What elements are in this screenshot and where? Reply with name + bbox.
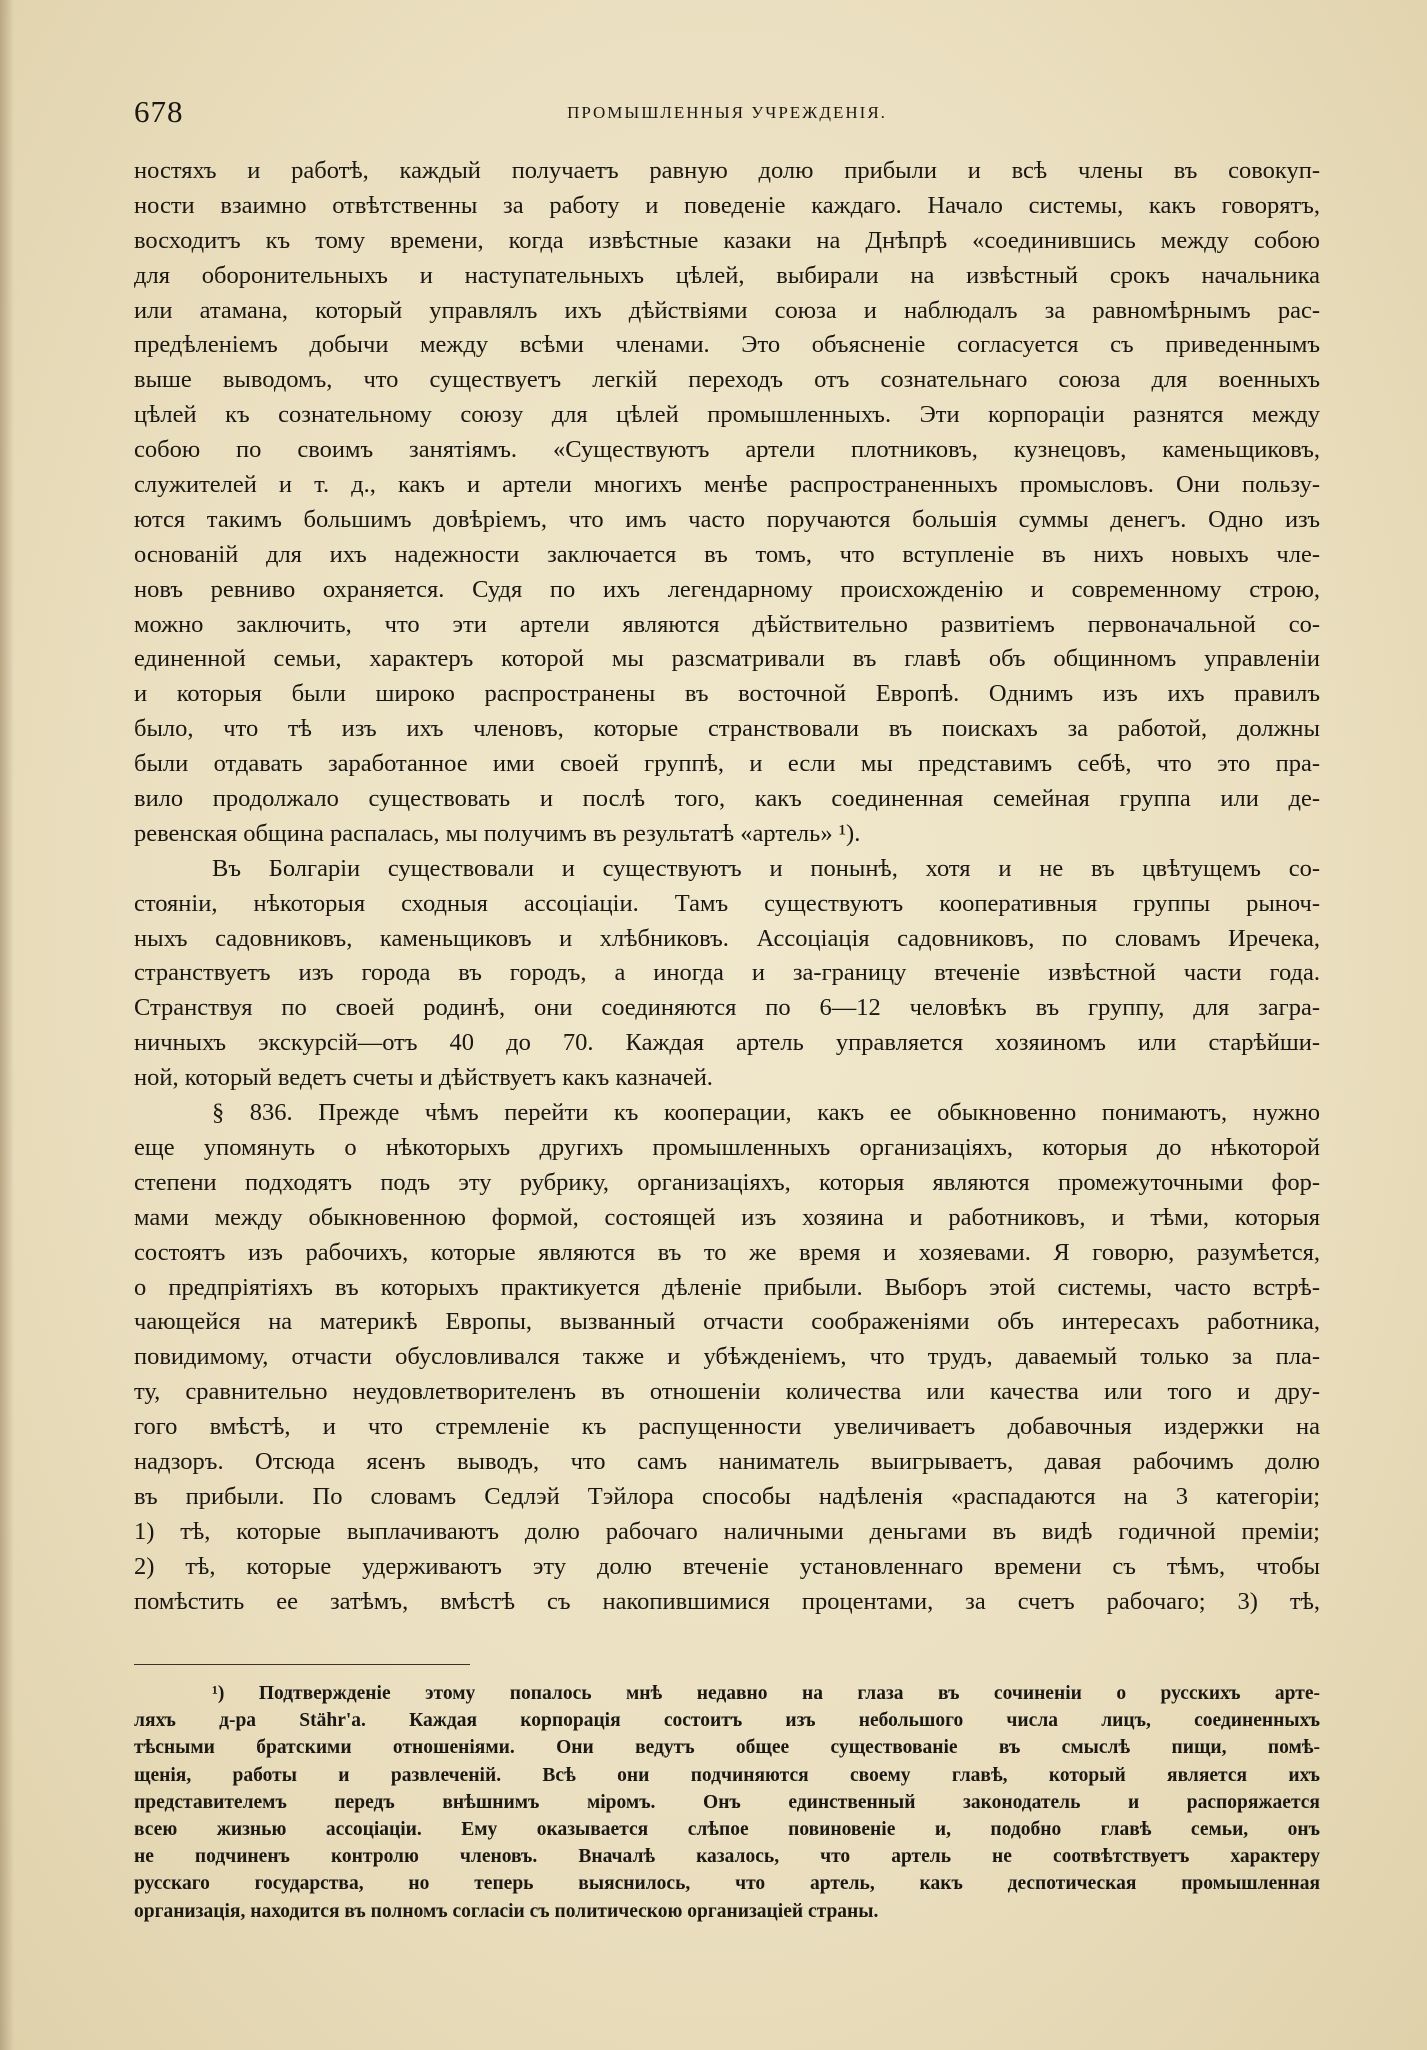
footnote-line: щенія, работы и развлеченій. Всѣ они подчиняются своему главѣ, который является ихъ	[134, 1764, 1320, 1786]
text-line: надзоръ. Отсюда ясенъ выводъ, что самъ наниматель выигрываетъ, давая рабочимъ долю	[134, 1447, 1320, 1475]
text-line: повидимому, отчасти обусловливался также и убѣжденіемъ, что трудъ, даваемый только за пла-	[134, 1343, 1320, 1371]
text-line: служителей и т. д., какъ и артели многихъ менѣе распространенныхъ промысловъ. Они пользу-	[134, 471, 1320, 499]
text-line: ныхъ садовниковъ, каменьщиковъ и хлѣбниковъ. Ассоціація садовниковъ, по словамъ Иречека,	[134, 924, 1320, 952]
text-line: ту, сравнительно неудовлетворителенъ въ отношеніи количества или качества или того и дру-	[134, 1378, 1320, 1406]
text-line: состоятъ изъ рабочихъ, которые являются въ то же время и хозяевами. Я говорю, разумѣется,	[134, 1238, 1320, 1266]
footnote-line: всею жизнью ассоціаціи. Ему оказывается слѣпое повиновеніе и, подобно главѣ семьи, онъ	[134, 1818, 1320, 1840]
footnote-line: представителемъ передъ внѣшнимъ міромъ. Онъ единственный законодатель и распоряжается	[134, 1791, 1320, 1813]
text-line: ются такимъ большимъ довѣріемъ, что имъ часто поручаются большія суммы денегъ. Одно изъ	[134, 505, 1320, 533]
text-line: ничныхъ экскурсій—отъ 40 до 70. Каждая артель управляется хозяиномъ или старѣйши-	[134, 1029, 1320, 1057]
footnotes	[134, 1680, 1320, 1925]
footnote-line: организація, находится въ полномъ согласіи съ политическою организаціей страны.	[134, 1900, 879, 1922]
footnote-line: ляхъ д-ра Stähr'а. Каждая корпорація состоитъ изъ небольшого числа лицъ, соединенныхъ	[134, 1710, 1320, 1732]
text-line: гого вмѣстѣ, и что стремленіе къ распущенности увеличиваетъ добавочныя издержки на	[134, 1413, 1320, 1441]
text-line: было, что тѣ изъ ихъ членовъ, которые странствовали въ поискахъ за работой, должны	[134, 715, 1320, 743]
text-line: были отдавать заработанное ими своей группѣ, и если мы представимъ себѣ, что это пра-	[134, 750, 1320, 778]
text-line: основаній для ихъ надежности заключается въ томъ, что вступленіе въ нихъ новыхъ чле-	[134, 540, 1320, 568]
footnote-line: русскаго государства, но теперь выяснилось, что артель, какъ деспотическая промышленная	[134, 1873, 1320, 1895]
text-line: о предпріятіяхъ въ которыхъ практикуется дѣленіе прибыли. Выборъ этой системы, часто встрѣ-	[134, 1273, 1320, 1301]
text-line: можно заключить, что эти артели являются дѣйствительно развитіемъ первоначальной со-	[134, 610, 1320, 638]
text-line: единенной семьи, характеръ которой мы разсматривали въ главѣ объ общинномъ управленіи	[134, 645, 1320, 673]
text-line: странствуетъ изъ города въ городъ, а иногда и за-границу втеченіе извѣстной части года.	[134, 959, 1320, 987]
text-line: цѣлей къ сознательному союзу для цѣлей промышленныхъ. Эти корпораціи разнятся между	[134, 401, 1320, 429]
text-line: еще упомянуть о нѣкоторыхъ другихъ промышленныхъ организаціяхъ, которыя до нѣкоторой	[134, 1133, 1320, 1161]
text-line: новъ ревниво охраняется. Судя по ихъ легендарному происхожденію и современному строю,	[134, 575, 1320, 603]
main-text	[134, 154, 1320, 1619]
text-line: выше выводомъ, что существуетъ легкій переходъ отъ сознательнаго союза для военныхъ	[134, 366, 1320, 394]
text-line: вило продолжало существовать и послѣ того, какъ соединенная семейная группа или де-	[134, 785, 1320, 813]
text-line: ностяхъ и работѣ, каждый получаетъ равную долю прибыли и всѣ члены въ совокуп-	[134, 157, 1320, 184]
text-line: для оборонительныхъ и наступательныхъ цѣлей, выбирали на извѣстный срокъ начальника	[134, 261, 1320, 289]
text-line: чающейся на материкѣ Европы, вызванный отчасти соображеніями объ интересахъ работника,	[134, 1308, 1320, 1336]
text-line: восходитъ къ тому времени, когда извѣстные казаки на Днѣпрѣ «соединившись между собою	[134, 226, 1320, 254]
footnote-line: ¹) Подтвержденіе этому попалось мнѣ недавно на глаза въ сочиненіи о русскихъ арте-	[212, 1683, 1320, 1704]
text-line: стояніи, нѣкоторыя сходныя ассоціаціи. Тамъ существуютъ кооперативныя группы рыноч-	[134, 889, 1320, 917]
text-line: ной, который ведетъ счеты и дѣйствуетъ какъ казначей.	[134, 1064, 713, 1092]
page-edge-shadow	[0, 0, 14, 2050]
paragraph-start-line: Въ Болгаріи существовали и существуютъ и понынѣ, хотя и не въ цвѣтущемъ со-	[212, 854, 1320, 882]
section-836-start-line: § 836. Прежде чѣмъ перейти къ кооперации, какъ ее обыкновенно понимаютъ, нужно	[212, 1099, 1320, 1127]
text-line: степени подходятъ подъ эту рубрику, организаціяхъ, которыя являются промежуточными фор-	[134, 1168, 1320, 1196]
text-line: 2) тѣ, которые удерживаютъ эту долю втеченіе установленнаго времени съ тѣмъ, чтобы	[134, 1552, 1320, 1580]
text-line: 1) тѣ, которые выплачиваютъ долю рабочаго наличными деньгами въ видѣ годичной преміи;	[134, 1517, 1320, 1545]
text-line: Странствуя по своей родинѣ, они соединяются по 6—12 человѣкъ въ группу, для загра-	[134, 994, 1320, 1022]
text-line: ности взаимно отвѣтственны за работу и поведеніе каждаго. Начало системы, какъ говорятъ,	[134, 191, 1320, 219]
footnote-divider	[134, 1664, 470, 1665]
text-line: предѣленіемъ добычи между всѣми членами. Это объясненіе согласуется съ приведеннымъ	[134, 331, 1320, 359]
text-line: ревенская община распалась, мы получимъ въ результатѣ «артель» ¹).	[134, 819, 861, 847]
page-header	[134, 94, 1320, 134]
footnote-line: тѣсными братскими отношеніями. Они ведутъ общее существованіе въ смыслѣ пищи, помѣ-	[134, 1737, 1320, 1759]
text-line: собою по своимъ занятіямъ. «Существуютъ артели плотниковъ, кузнецовъ, каменьщиковъ,	[134, 436, 1320, 464]
text-line: мами между обыкновенною формой, состоящей изъ хозяина и работниковъ, и тѣми, которыя	[134, 1203, 1320, 1231]
footnote-line: не подчиненъ контролю членовъ. Вначалѣ казалось, что артель не соотвѣтствуетъ характеру	[134, 1846, 1320, 1868]
text-line: въ прибыли. По словамъ Седлэй Тэйлора способы надѣленія «распадаются на 3 категоріи;	[134, 1482, 1320, 1510]
running-title: ПРОМЫШЛЕННЫЯ УЧРЕЖДЕНІЯ.	[567, 103, 887, 122]
text-line: помѣстить ее затѣмъ, вмѣстѣ съ накопившимися процентами, за счетъ рабочаго; 3) тѣ,	[134, 1587, 1320, 1615]
text-line: и которыя были широко распространены въ восточной Европѣ. Однимъ изъ ихъ правилъ	[134, 680, 1320, 708]
page-number: 678	[134, 94, 184, 129]
text-line: или атамана, который управлялъ ихъ дѣйствіями союза и наблюдалъ за равномѣрнымъ рас-	[134, 296, 1320, 324]
